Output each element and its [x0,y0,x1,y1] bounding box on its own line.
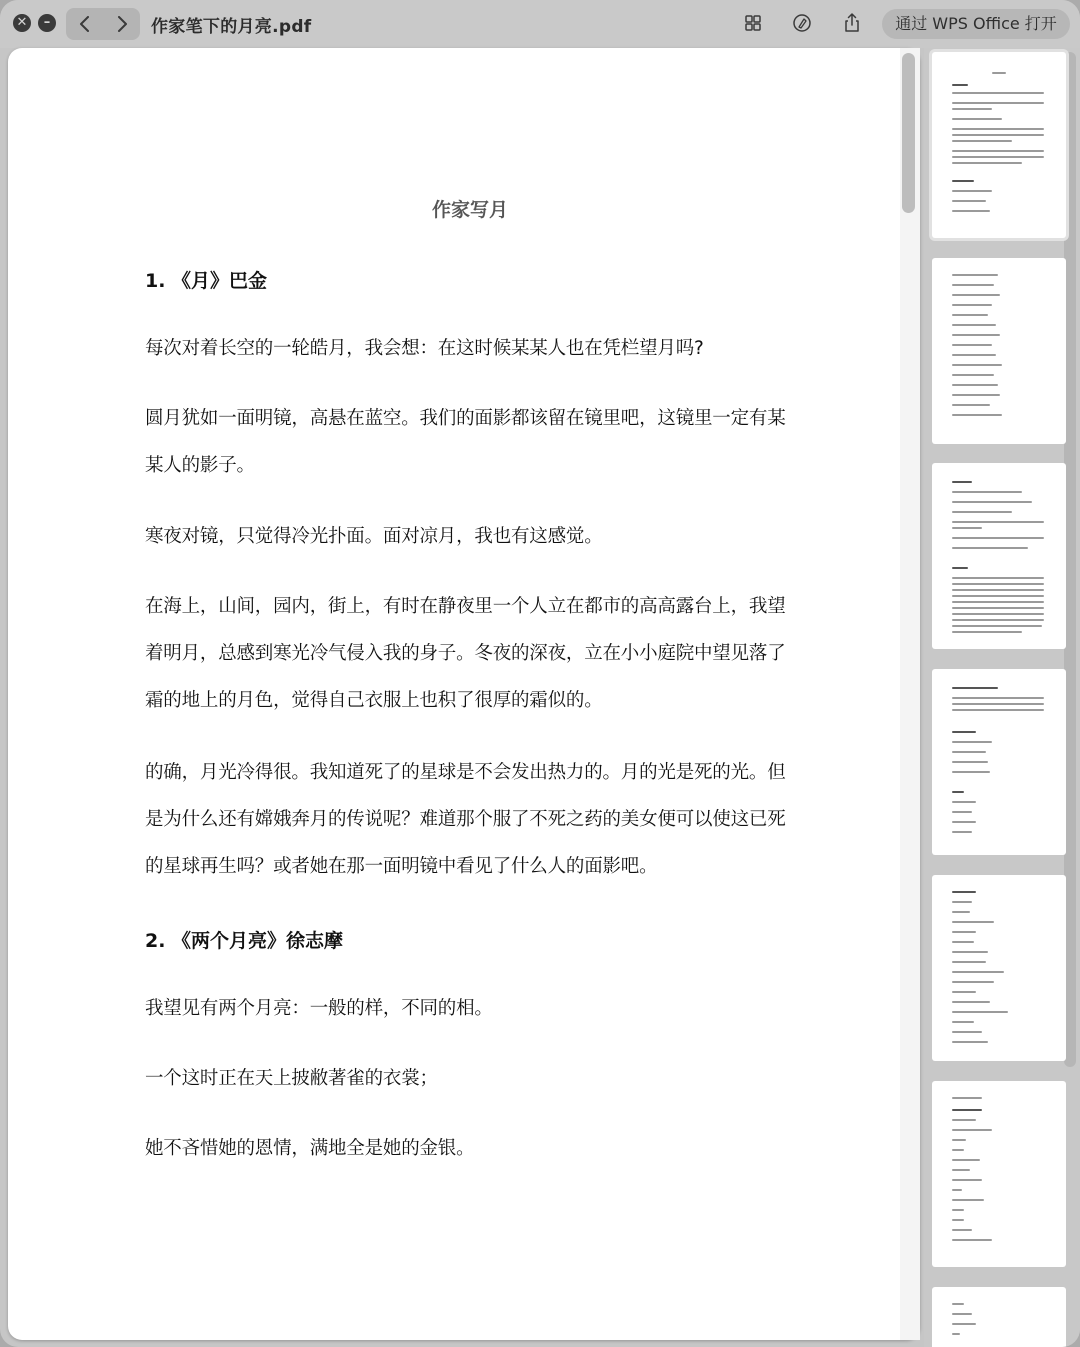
page-scrollbar-thumb[interactable] [902,53,915,213]
section-heading: 2. 《两个月亮》徐志摩 [145,930,344,952]
page-thumbnail[interactable] [932,1081,1066,1267]
page-content [8,48,900,1340]
pdf-page [8,48,920,1340]
toolbar [0,0,1080,48]
document-title: 作家笔下的月亮.pdf [151,17,312,37]
navigation-group [66,8,140,40]
document-heading: 作家写月 [431,199,508,221]
paragraph: 圆月犹如一面明镜，高悬在蓝空。我们的面影都该留在镜里吧，这镜里一定有某某人的影子。 [145,408,786,476]
minimize-icon: – [43,15,51,30]
share-button[interactable] [841,12,863,34]
back-button[interactable] [66,8,103,40]
page-thumbnail[interactable] [932,463,1066,649]
chevron-left-icon [78,16,92,32]
page-scrollbar-track[interactable] [900,48,920,1340]
forward-button[interactable] [103,8,140,40]
grid-view-button[interactable] [742,12,764,34]
page-thumbnail[interactable] [932,875,1066,1061]
minimize-button[interactable] [38,14,56,32]
open-with-wps-button[interactable]: 通过 WPS Office 打开 [882,9,1070,39]
markup-icon [792,13,812,33]
close-button[interactable] [13,14,31,32]
page-thumbnail[interactable] [932,52,1066,238]
page-thumbnail[interactable] [932,258,1066,444]
paragraph: 一个这时正在天上披敝著雀的衣裳； [145,1068,438,1089]
paragraph: 我望见有两个月亮：一般的样，不同的相。 [145,998,493,1019]
paragraph: 她不吝惜她的恩情，满地全是她的金银。 [145,1138,475,1159]
markup-button[interactable] [791,12,813,34]
chevron-right-icon [115,16,129,32]
section-heading: 1. 《月》巴金 [145,270,268,292]
paragraph: 寒夜对镜，只觉得冷光扑面。面对凉月，我也有这感觉。 [145,526,603,547]
page-thumbnail[interactable] [932,669,1066,855]
paragraph: 每次对着长空的一轮皓月，我会想：在这时候某某人也在凭栏望月吗? [145,338,704,359]
page-thumbnail[interactable] [932,1287,1066,1347]
grid-view-icon [743,13,763,33]
paragraph: 的确，月光冷得很。我知道死了的星球是不会发出热力的。月的光是死的光。但是为什么还有嫦娥奔月的传说呢？难道那个服了不死之药的美女便可以使这已死的星球再生吗？或者她在那一面明镜中看见了什么人的面影吧。 [145,762,786,877]
share-icon [842,13,862,33]
paragraph: 在海上，山间，园内，街上，有时在静夜里一个人立在都市的高高露台上，我望着明月，总感到寒光冷气侵入我的身子。冬夜的深夜，立在小小庭院中望见落了霜的地上的月色，觉得自己衣服上也积了很厚的霜似的。 [145,596,786,711]
close-icon: ✕ [16,15,28,30]
